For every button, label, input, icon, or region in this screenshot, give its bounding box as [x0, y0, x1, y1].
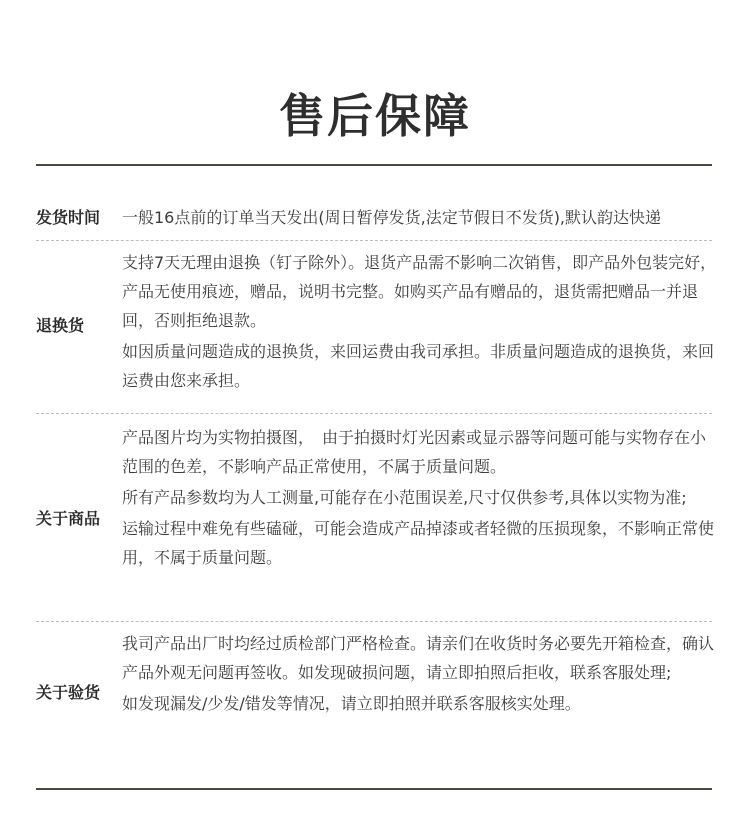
- section-content-about-products: [122, 423, 718, 574]
- section-content-inspection: [122, 629, 718, 720]
- section-paragraph: 一般16点前的订单当天发出(周日暂停发货,法定节假日不发货),默认韵达快递: [122, 208, 662, 227]
- section-paragraph: 如因质量问题造成的退换货，来回运费由我司承担。非质量问题造成的退换货，来回运费由您来承担。: [122, 342, 715, 390]
- top-divider: [36, 164, 712, 166]
- section-paragraph: 产品图片均为实物拍摄图， 由于拍摄时灯光因素或显示器等问题可能与实物存在小范围的色差，不影响产品正常使用，不属于质量问题。: [122, 428, 707, 476]
- section-label-returns: 退换货: [36, 316, 85, 335]
- section-label-inspection: 关于验货: [36, 683, 101, 702]
- section-paragraph: 所有产品参数均为人工测量,可能存在小范围误差,尺寸仅供参考,具体以实物为准;: [122, 488, 687, 507]
- section-paragraph: 支持7天无理由退换（钉子除外）。退货产品需不影响二次销售，即产品外包装完好，产品无使用痕迹，赠品，说明书完整。如购买产品有赠品的，退货需把赠品一并退回，否则拒绝退款。: [122, 253, 717, 330]
- page-title: 售后保障: [279, 89, 471, 143]
- section-divider: [36, 621, 712, 622]
- section-label-about-products: 关于商品: [36, 509, 101, 528]
- section-content-shipping-time: [122, 203, 718, 234]
- section-paragraph: 如发现漏发/少发/错发等情况，请立即拍照并联系客服核实处理。: [122, 694, 581, 713]
- section-label-shipping-time: 发货时间: [36, 208, 101, 227]
- section-paragraph: 运输过程中难免有些磕碰，可能会造成产品掉漆或者轻微的压损现象，不影响正常使用，不属于质量问题。: [122, 519, 715, 567]
- section-divider: [36, 240, 712, 241]
- bottom-divider: [36, 788, 712, 790]
- section-paragraph: 我司产品出厂时均经过质检部门严格检查。请亲们在收货时务必要先开箱检查，确认产品外观无问题再签收。如发现破损问题，请立即拍照后拒收，联系客服处理;: [122, 634, 715, 682]
- section-divider: [36, 413, 712, 414]
- section-content-returns: [122, 248, 718, 397]
